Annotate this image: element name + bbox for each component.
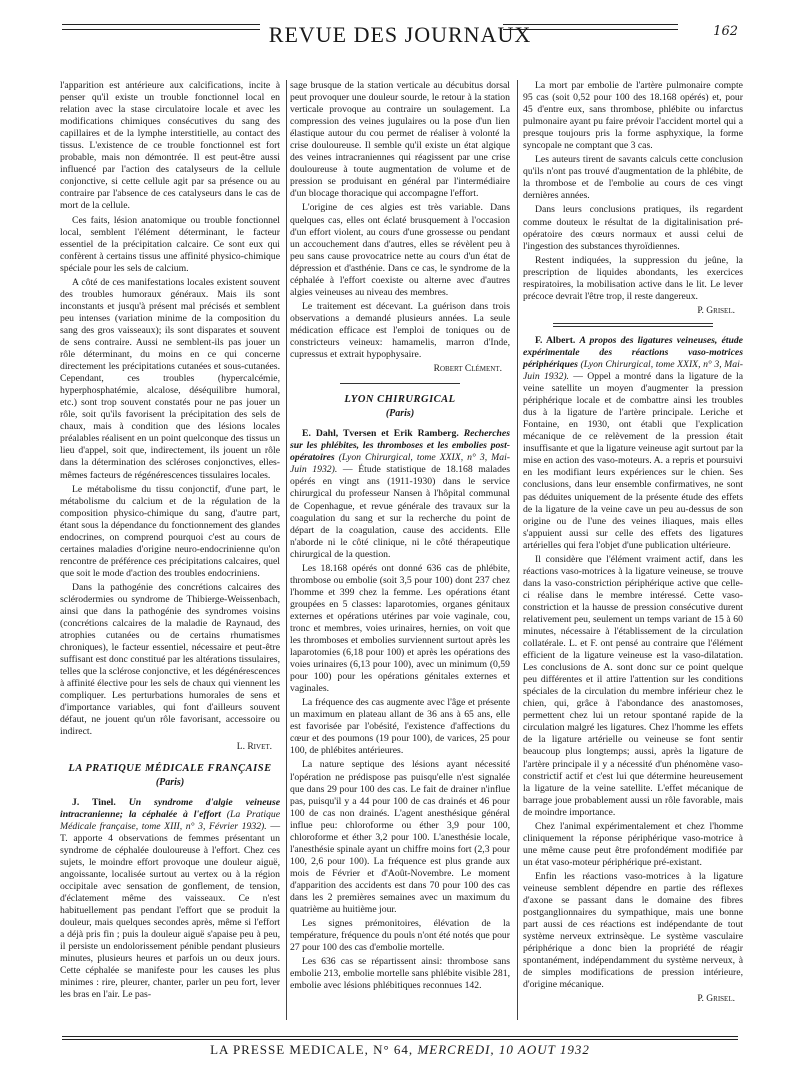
footer-issue: N° 64, (373, 1042, 414, 1057)
article-body: — T. apporte 4 observations de femmes présentant un syndrome de céphalée douloureuse à l'effort. Chez ces sujets, le moindre effort provoque une douleur aiguë, angoissante, localisée surtout au vertex ou à la région occipitale avec sensation de gonflement, de tension, d'éclatement même des vaisseaux. Ce n'est habituellement pas pendant l'effort que se produit la douleur, mais quelques secondes après, même si l'effort a déjà pris fin ; puis la douleur aiguë s'apaise peu à peu, il persiste un endolorissement pénible pendant plusieurs minutes, plusieurs heures et parfois un ou deux jours. Cette céphalée se manifeste pour les causes les plus minimes : rire, pleurer, chanter, parler un peu fort, lever les bras en l'air. Le pas- (60, 820, 281, 1001)
column-3 (523, 80, 743, 1011)
paragraph: Les 636 cas se répartissent ainsi: thrombose sans embolie 213, embolie mortelle sans phlébite visible 281, embolie avec lésions phlébitiques reconnues 142. (290, 956, 510, 992)
section-divider (553, 323, 713, 327)
article-source: (La Pratique Médicale française, tome XIII, n° 3, Février 1932). (60, 808, 280, 832)
page-footer (62, 1036, 738, 1060)
article-title: Recherches sur les phlébites, les thromboses et les embolies post-opératoires (290, 428, 510, 464)
footer-date: MERCREDI, 10 AOUT 1932 (417, 1042, 590, 1057)
section-subheading: (Paris) (385, 408, 415, 420)
article-body: — Oppel a montré dans la ligature de la veine satellite un moyen d'augmenter la pression périphérique locale et de combattre ainsi les troubles dus à la ligature de l'artère principale. Leriche et Fontaine, en 1930, ont établi que l'explication mécanique de ce relèvement de la pression était insuffisante et que la ligature veineuse agit surtout par la mise en action des vaso-moteurs. A. a repris et poursuivi en les modifiant leurs expériences sur le chien. Ses conclusions, dans leur ensemble confirmatives, ne sont pas déduites uniquement de la présente étude des effets de la ligature de la veine cave un peu au-dessus de son origine ou de l'une des veines iliaques, mais elles s'appuient aussi sur celle des effets des ligatures artérielles qui fera l'objet d'une publication ultérieure. (523, 371, 744, 551)
paragraph: Le métabolisme du tissu conjonctif, d'une part, le métabolisme du calcium et de la régulation de la composition physico-chimique du sang, d'autre part, étant sous la dépendance du fonctionnement des glandes endocrines, on comprend pourquoi c'est au cours de certaines maladies d'origine neuro-endocrinienne qu'on rencontre de préférence ces précipitations calcaires, quel que soit le mode d'action des troubles endocriniens. (60, 483, 280, 579)
page-number: 162 (713, 24, 738, 39)
article-source: (Lyon Chirurgical, tome XXIX, n° 3, Mai-Juin 1932). (523, 358, 744, 383)
column-divider-1 (286, 80, 287, 1020)
paragraph: Dans leurs conclusions pratiques, ils regardent comme douteux le résultat de la digitalinisation pré-opératoire des cœurs normaux et aussi celui de l'ingestion des substances thyroïdiennes. (523, 204, 743, 252)
paragraph: sage brusque de la station verticale au décubitus dorsal peut provoquer une douleur sourde, le retour à la station verticale provoque au contraire un soulagement. La compression des veines jugulaires ou la pose d'un lien élastique autour du cou permet de réaliser à volonté la crise douloureuse. Il semble qu'il existe un état algique des veines intracraniennes qui réagissent par une crise douloureuse à toute augmentation de volume et de pression se produisant en général par l'intermédiaire d'un blocage thoracique qui accompagne l'effort. (290, 80, 510, 200)
author-signature: P. Grisel. (697, 305, 735, 316)
paragraph: La nature septique des lésions ayant nécessité l'opération ne prédispose pas puisqu'elle n'est signalée que dans 29 pour 100 des cas. Le fait de drainer n'influe pas, puisqu'il y a 44 pour 100 de cas drainés et 46 pour 100 de cas non drainés. L'agent anesthésique général influe peu: chloroforme ou éther 3,9 pour 100, chloroforme et éther 3,2 pour 100. L'anesthésie locale, l'anesthésie spinale ayant un chiffre moins fort (2,3 pour 100, 2,6 pour 100). La fréquence est plus grande aux mois de Février et d'Août-Novembre. Le moment d'apparition des accidents est dans 70 pour 100 des cas dans les 2 premières semaines avec un maximum du quatrième au huitième jour. (290, 759, 510, 916)
column-divider-2 (517, 80, 518, 1020)
article-author: J. Tinel. (72, 796, 116, 808)
paragraph: Le traitement est décevant. La guérison dans trois observations a demandé plusieurs années. La seule médication efficace est l'emploi de toniques ou de constricteurs veineux: hamamelis, marron d'Inde, cupressus et extrait hypophysaire. (290, 300, 510, 361)
article (60, 797, 280, 1002)
paragraph: Chez l'animal expérimentalement et chez l'homme cliniquement la réponse périphérique vaso-motrice à une même cause peut être profondément modifiée par un état vaso-moteur périphérique pré-existant. (523, 820, 743, 868)
author-signature: Robert Clément. (433, 364, 502, 375)
paragraph: La fréquence des cas augmente avec l'âge et présente un maximum en plateau allant de 36 ans à 65 ans, elle est favorisée par l'obésité, l'existence d'affections du cœur et des poumons (19 pour 100), de varices, 25 pour 100, de phlébites antérieures. (290, 697, 510, 757)
author-signature: L. Rivet. (236, 741, 272, 752)
article-title: Un syndrome d'algie veineuse intracranienne; la céphalée à l'effort (60, 796, 281, 820)
article-title: A propos des ligatures veineuses, étude expérimentale des réactions vaso-motrices périphériques (523, 334, 743, 370)
paragraph: l'apparition est antérieure aux calcifications, incite à penser qu'il existe un trouble fonctionnel local en relation avec la stase circulatoire locale et avec les modifications chimiques consécutives du sang des capillaires et de la lymphe interstitielle, au contact des tissus. L'existence de ce trouble fonctionnel est fort probable, mais non démontrée. Il est peut-être aussi influencé par l'action des catalyseurs de la cellule conjonctive, si cette cellule agit par sa présence ou au contraire par l'absence de ces catalyseurs dans le cas de mort de la cellule. (60, 80, 280, 212)
paragraph: L'origine de ces algies est très variable. Dans quelques cas, elles ont éclaté brusquement à l'occasion d'un effort violent, au cours d'une grossesse ou pendant un accouchement dans d'autres, elles se révèlent peu à peu sans cause provocatrice nette au cours d'un état de dépression et d'asthénie. Dans ce cas, le syndrome de la céphalée à l'effort coexiste ou alterne avec d'autres algies veineuses au niveau des membres. (290, 202, 510, 298)
paragraph: Enfin les réactions vaso-motrices à la ligature veineuse semblent dépendre en partie des réflexes d'axone se passant dans le domaine des fibres postganglionnaires du sympathique, mais une bonne part aussi de ces réactions est indépendante de tout système nerveux extrinsèque. Le système vasculaire périphérique a donc bien la propriété de réagir spontanément, indépendamment du système nerveux, à de simples modifications de pression intérieure, d'origine mécanique. (523, 870, 743, 991)
paragraph: Restent indiquées, la suppression du jeûne, la prescription de liquides abondants, les exercices respiratoires, la mobilisation active dans le lit. Le lever précoce devrait l'être trop, il reste dangereux. (523, 254, 743, 302)
paragraph: Les auteurs tirent de savants calculs cette conclusion qu'ils n'ont pas trouvé d'augmentation de la phlébite, de la thrombose et de l'embolie au cours de ces vingt dernières années. (523, 154, 743, 202)
article-source: (Lyon Chirurgical, tome XXIX, n° 3, Mai-Juin 1932). (290, 452, 511, 476)
paragraph: La mort par embolie de l'artère pulmonaire compte 95 cas (soit 0,52 pour 100 des 18.168 opérés) et, pour 45 d'entre eux, sans thrombose, phlébite ou infarctus pulmonaire ayant pu faire prévoir l'accident mortel qui a presque toujours pris la forme asphyxique, la forme syncopale ne comptant que 3 cas. (523, 80, 743, 152)
article-author: E. Dahl, Tversen et Erik Ramberg. (302, 428, 459, 440)
column-1 (60, 80, 280, 1003)
paragraph: Il considère que l'élément vraiment actif, dans les réactions vaso-motrices à la ligature veineuse, se trouve dans la vaso-constriction périphérique active que celle-ci réalise dans le membre intéressé. Cette vaso-constriction et la hausse de pression consécutive durent relativement peu, seulement un temps variant de 15 à 60 minutes, nécessaire à l'établissement de la circulation collatérale. L. et F. ont pensé au contraire que l'élément efficient de la ligature veineuse est la vaso-dilatation. Les conclusions de A. sont donc sur ce point quelque peu différentes et il attire l'attention sur les conditions spéciales de la circulation du membre inférieur chez le chien, qui, grâce à l'abondance des anastomoses, permettent chez lui un retour spontané rapide de la circulation malgré les ligatures. Chez l'homme les effets de la ligature artérielle ou veineuse se font sentir beaucoup plus longtemps; aussi, après la ligature de l'artère principale il y a nécessité d'un phénomène vaso-constrictif actif et c'est lui que détermine heureusement la ligature de la veine satellite. L'effet mécanique de barrage joue probablement aussi un rôle favorable, mais de moindre importance. (523, 553, 743, 818)
section-heading: LA PRATIQUE MÉDICALE FRANÇAISE (68, 762, 272, 774)
paragraph: Les 18.168 opérés ont donné 636 cas de phlébite, thrombose ou embolie (soit 3,5 pour 100) dont 237 chez l'homme et 399 chez la femme. Les opérations étant groupées en 5 classes: laparotomies, organes génitaux externes et opérations utérines par voie vaginale, cou, tronc et membres, voies urinaires, hernies, on voit que les thromboses et embolies surviennent surtout après les laparotomies (6,18 pour 100) et après les opérations des voies urinaires (6,13 pour 100), avec un minimum (0,59 pour 100) pour les opérations génitales externes et vaginales. (290, 562, 510, 695)
section-heading: LYON CHIRURGICAL (344, 394, 456, 406)
paragraph: Les signes prémonitoires, élévation de la température, fréquence du pouls n'ont été notés que pour 27 pour 100 des cas d'embolie mortelle. (290, 918, 510, 954)
author-signature: P. Grisel. (697, 994, 735, 1005)
paragraph: A côté de ces manifestations locales existent souvent des troubles humoraux généraux. Mais ils sont inconstants et jusqu'à présent mal précisés et semblent peu intenses (variation minime de la composition du sang des gros vaisseaux); ils sont disparates et souvent de sens contraire. Aussi ne semblent-ils pas jouer un rôle déterminant, du moins en ce qui concerne directement les précipitations cutanées et sous-cutanées. Cependant, ces troubles (hypercalcémie, hyperphosphatémie, alcalose, déséquilibre humoral, etc.) sont trop souvent constatés pour ne pas jouer un rôle, soit qu'ils favorisent la précipitation des sels de chaux, mais à condition que des lésions locales préalables réalisent en un point quelconque des tissus un lieu d'appel, soit que, indirectement, ils jouent un rôle dans la détermination des scléroses conjonctives, elles-mêmes facteurs de régénérescences tissulaires locales. (60, 276, 280, 481)
footer-text (62, 1042, 738, 1058)
column-2 (290, 80, 510, 994)
article (290, 428, 510, 561)
section-subheading: (Paris) (155, 776, 185, 788)
article-body: — Étude statistique de 18.168 malades opérés en vingt ans (1911-1930) dans le service chirurgical du professeur Nansen à l'hôpital communal de Copenhague, et revue générale des travaux sur la coagulation du sang et sur la recherche du point de départ de la coagulation, cause des accidents. Elle n'aborde ni le côté clinique, ni le côté thérapeutique chirurgical de la question. (290, 464, 511, 560)
section-divider (340, 383, 460, 384)
article-author: F. Albert. (535, 334, 576, 346)
paragraph: Dans la pathogénie des concrétions calcaires des sclérodermies ou syndrome de Thibierge-Weissenbach, ainsi que dans la pathogénie des syndromes voisins (concrétions calcaires de la maladie de Raynaud, des atrophies cutanées ou de certains rhumatismes chroniques), le facteur essentiel, nécessaire et peut-être suffisant est donc constitué par les altérations tissulaires, telles que la sclérose conjonctive, et les dégénérescences à affinité élective pour les sels de chaux qui viennent les compliquer. Les perturbations humorales de sens et d'importance variables, qui font d'ailleurs souvent défaut, ne jouent qu'un rôle favorisant, accessoire ou indirect. (60, 581, 280, 738)
paragraph: Ces faits, lésion anatomique ou trouble fonctionnel local, semblent l'élément déterminant, le facteur essentiel de la précipitation calcaire. Ce sont eux qui confèrent à certains tissus une affinité physico-chimique spéciale pour les sels de calcium. (60, 214, 280, 274)
footer-rule (62, 1036, 738, 1040)
page-header (62, 18, 738, 58)
page-title: REVUE DES JOURNAUX (268, 22, 532, 47)
article (523, 335, 743, 552)
footer-journal: LA PRESSE MEDICALE, (210, 1042, 369, 1057)
